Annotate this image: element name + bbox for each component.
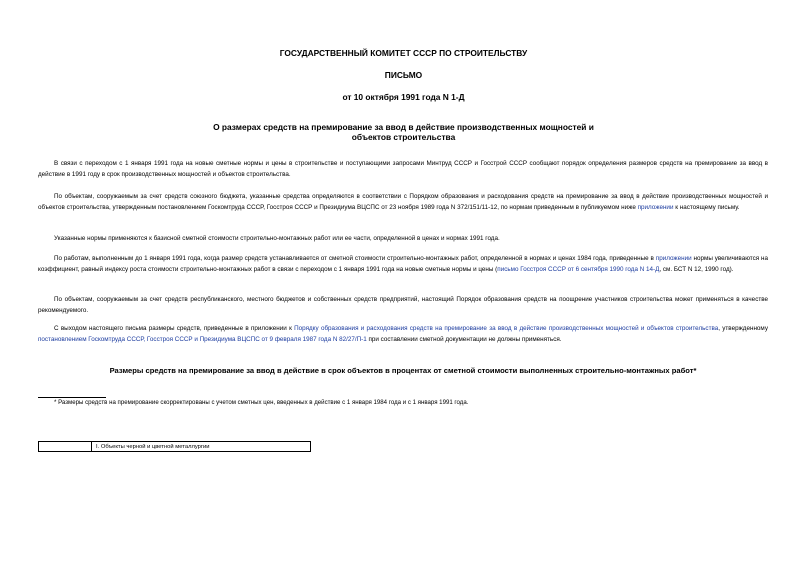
table-cell-empty	[39, 442, 92, 452]
footnote-divider	[38, 397, 106, 398]
paragraph-6-text-c: при составлении сметной документации не должны применяться.	[368, 335, 562, 343]
norms-table	[38, 441, 311, 452]
paragraph-4-text-c: , см. БСТ N 12, 1990 год).	[659, 265, 734, 273]
order-link[interactable]: Порядку образования и расходования средств на премирование за ввод в действие производственных мощностей и объектов строительства	[294, 325, 719, 332]
paragraph-4-text-a: По работам, выполненным до 1 января 1991 года, когда размер средств устанавливается от сметной стоимости строительно-монтажных работ, определенной в нормах и ценах 1984 года, приведенные в	[54, 255, 654, 262]
paragraph-4-text-b: нормы увеличиваются на коэффициент, равный индексу роста стоимости строительно-монтажных работ в связи с переходом с 1 января 1991 года на новые сметные нормы и цены (	[38, 255, 769, 273]
paragraph-2-text-a: По объектам, сооружаемым за счет средств союзного бюджета, указанные средства определяются в соответствии с Порядком образования и расходования средств на премирование за ввод в действие производственных мощностей и объектов строительства, утвержденным постановлением Госкомтруда СССР, Госстроя СССР и Президиума ВЦСПС от 23 ноября 1989 года N 372/151/11-12, по нормам приведенным в публикуемом ниже	[38, 193, 768, 211]
paragraph-3: Указанные нормы применяются к базисной сметной стоимости строительно-монтажных работ или ее части, определенной в ценах и нормах 1991 года.	[54, 235, 500, 242]
appendix-link-2[interactable]: приложении	[655, 255, 692, 262]
paragraph-6-text-a: С выходом настоящего письма размеры средств, приведенные в приложении к	[54, 325, 292, 332]
appendix-link[interactable]: приложении	[637, 203, 674, 211]
paragraph-6	[38, 324, 768, 345]
table-subheading: Размеры средств на премирование за ввод в действие в срок объектов в процентах от сметной стоимости выполненных строительно-монтажных работ*	[109, 366, 697, 375]
title-line-2: объектов строительства	[351, 132, 456, 142]
document-title	[160, 122, 647, 142]
title-line-1: О размерах средств на премирование за ввод в действие производственных мощностей и	[213, 122, 594, 132]
paragraph-2	[38, 192, 768, 213]
paragraph-5: По объектам, сооружаемым за счет средств республиканского, местного бюджетов и собственных средств предприятий, настоящий Порядок образования средств на поощрение участников строительства может применяться в качестве рекомендуемого.	[38, 296, 768, 314]
table-row	[39, 442, 311, 452]
paragraph-4	[38, 254, 768, 275]
document-type: ПИСЬМО	[384, 70, 423, 80]
gosstroy-letter-link[interactable]: письмо Госстроя СССР от 6 сентября 1990 года N 14-Д	[497, 265, 660, 273]
resolution-link[interactable]: постановлением Госкомтруда СССР, Госстроя СССР и Президиума ВЦСПС от 9 февраля 1987 года N 82/27/П-1	[38, 335, 367, 343]
committee-heading: ГОСУДАРСТВЕННЫЙ КОМИТЕТ СССР ПО СТРОИТЕЛЬСТВУ	[279, 48, 528, 58]
paragraph-1: В связи с переходом с 1 января 1991 года на новые сметные нормы и цены в строительстве и поступающими запросами Минтруд СССР и Госстрой СССР сообщают порядок определения размеров средств на премирование за ввод в действие в 1991 году в срок производственных мощностей и объектов строительства.	[38, 160, 768, 178]
table-cell-category: I. Объекты черной и цветной металлургии	[92, 442, 311, 452]
paragraph-6-text-b: , утвержденному	[718, 325, 768, 332]
paragraph-2-text-b: к настоящему письму.	[675, 203, 740, 211]
document-date: от 10 октября 1991 года N 1-Д	[342, 92, 465, 102]
footnote: * Размеры средств на премирование скорректированы с учетом сметных цен, введенных в действие с 1 января 1984 года и с 1 января 1991 года.	[54, 399, 469, 406]
